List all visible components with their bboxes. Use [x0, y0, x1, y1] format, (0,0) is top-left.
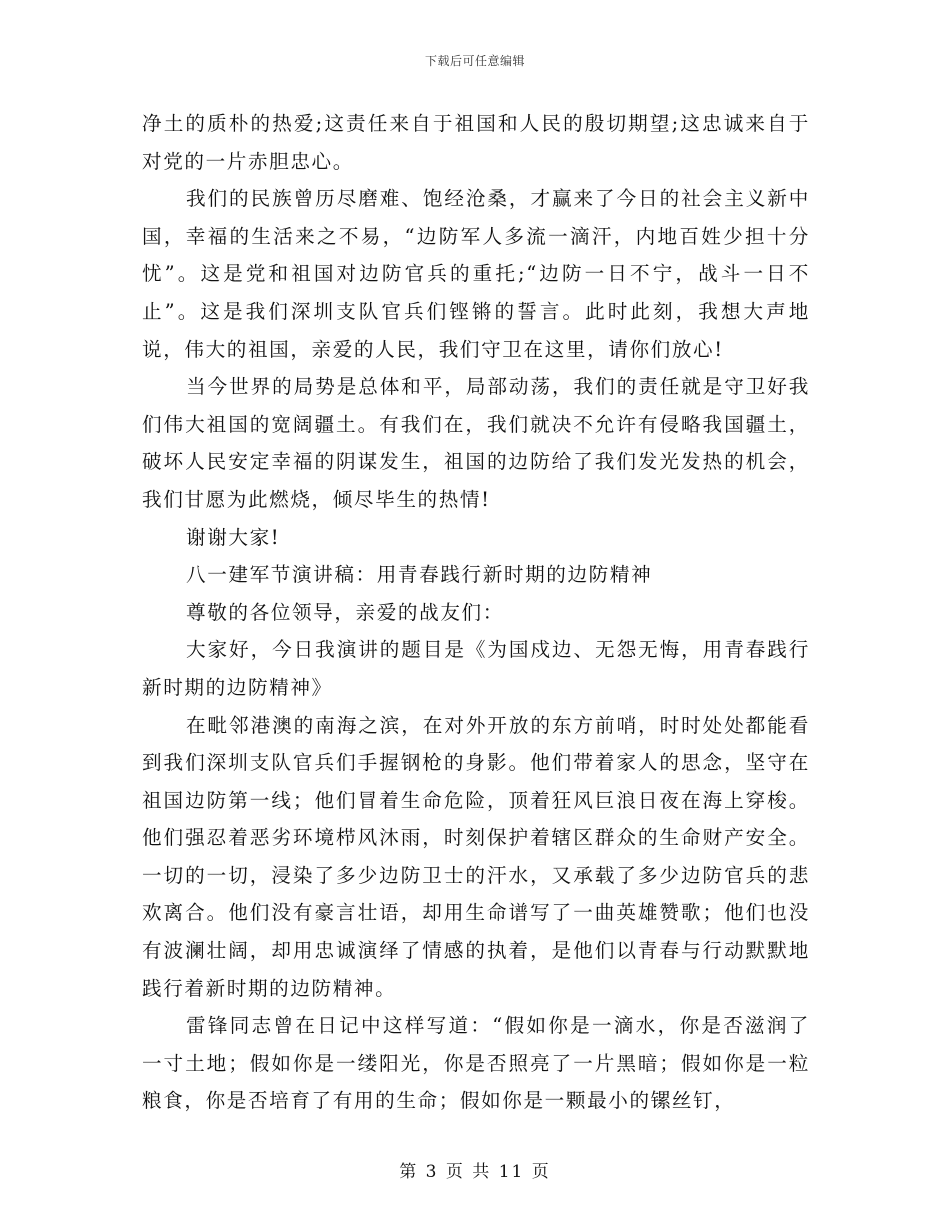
- salutation: 尊敬的各位领导，亲爱的战友们：: [186, 600, 504, 624]
- paragraph: 大家好，今日我演讲的题目是《为国戍边、无怨无悔，用青春践行新时期的边防精神》: [142, 638, 810, 699]
- paragraph: 当今世界的局势是总体和平，局部动荡，我们的责任就是守卫好我们伟大祖国的宽阔疆土。有我们在，我们就决不允许有侵略我国疆土，破坏人民安定幸福的阴谋发生，祖国的边防给了我们发光发热的机会，我们甘愿为此燃烧，倾尽毕生的热情!: [142, 375, 810, 511]
- closing-thanks: 谢谢大家!: [186, 525, 281, 549]
- speech-title: 八一建军节演讲稿：用青春践行新时期的边防精神: [186, 563, 653, 587]
- paragraph: 雷锋同志曾在日记中这样写道：“假如你是一滴水，你是否滋润了一寸土地；假如你是一缕阳光，你是否照亮了一片黑暗；假如你是一粒粮食，你是否培育了有用的生命；假如你是一颗最小的镙丝钉，: [142, 1014, 810, 1113]
- page-footer: 第 3 页 共 11 页: [399, 1162, 551, 1182]
- paragraph-continuation: 净土的质朴的热爱;这责任来自于祖国和人民的殷切期望;这忠诚来自于对党的一片赤胆忠心。: [142, 112, 810, 173]
- document-body: [142, 105, 810, 1120]
- paragraph: 我们的民族曾历尽磨难、饱经沧桑，才赢来了今日的社会主义新中国，幸福的生活来之不易，“边防军人多流一滴汗，内地百姓少担十分忧”。这是党和祖国对边防官兵的重托;“边防一日不宁，战斗一日不止”。这是我们深圳支队官兵们铿锵的誓言。此时此刻，我想大声地说，伟大的祖国，亲爱的人民，我们守卫在这里，请你们放心!: [142, 187, 810, 361]
- paragraph: 在毗邻港澳的南海之滨，在对外开放的东方前哨，时时处处都能看到我们深圳支队官兵们手握钢枪的身影。他们带着家人的思念，坚守在祖国边防第一线；他们冒着生命危险，顶着狂风巨浪日夜在海上穿梭。他们强忍着恶劣环境栉风沐雨，时刻保护着辖区群众的生命财产安全。一切的一切，浸染了多少边防卫士的汗水，又承载了多少边防官兵的悲欢离合。他们没有豪言壮语，却用生命谱写了一曲英雄赞歌；他们也没有波澜壮阔，却用忠诚演绎了情感的执着，是他们以青春与行动默默地践行着新时期的边防精神。: [142, 713, 810, 1000]
- page-header: 下载后可任意编辑: [424, 54, 525, 68]
